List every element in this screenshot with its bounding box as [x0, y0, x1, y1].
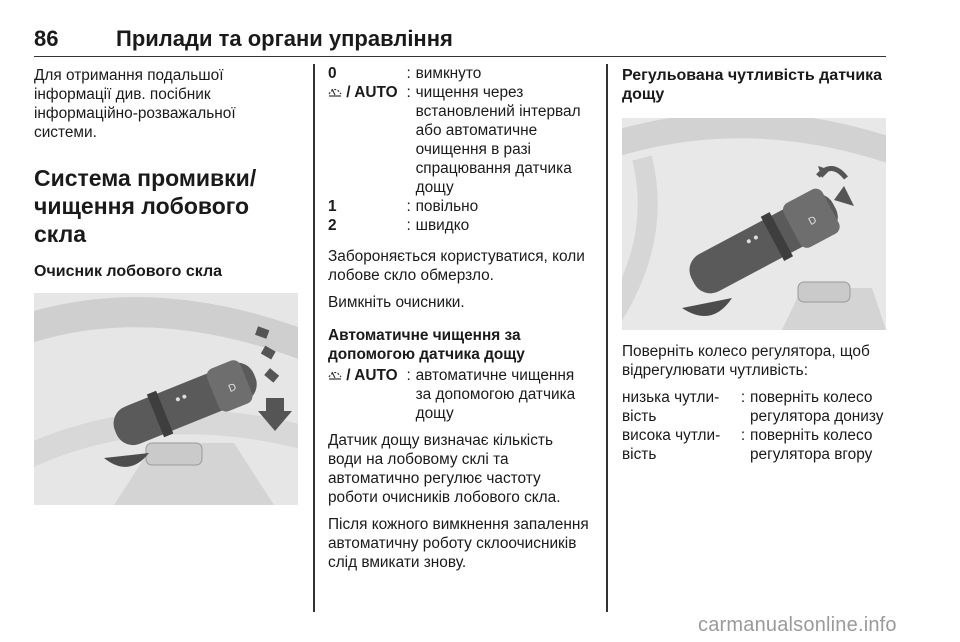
sensitivity-key: низька чутли- вість	[622, 389, 720, 425]
page-header	[34, 26, 886, 57]
mode-key: / AUTO	[346, 367, 398, 384]
table-row: висока чутли- вість : поверніть колесо регулятора вгору	[622, 426, 886, 464]
table-row: / AUTO : автоматичне чищення за допомогою датчика дощу	[328, 366, 590, 423]
page-number: 86	[34, 26, 59, 51]
paragraph: Поверніть колесо регулятора, щоб відрегулювати чутливість:	[622, 343, 870, 379]
wiper-mode-table	[328, 64, 590, 235]
svg-text:D: D	[806, 214, 819, 229]
paragraph: Після кожного вимкнення запалення автоматичну роботу склоочисників слід вмикати знову.	[328, 516, 589, 571]
wiper-interval-icon	[328, 367, 342, 381]
sensitivity-wheel-illustration	[622, 118, 886, 330]
table-row: 1 : повільно	[328, 197, 590, 216]
column-middle	[328, 64, 590, 580]
auto-mode-table	[328, 366, 590, 423]
mode-key: 1	[328, 198, 337, 215]
mode-desc: автоматичне чищення за допомогою датчика дощу	[415, 367, 576, 422]
mode-key: 2	[328, 217, 337, 234]
watermark: carmanualsonline.info	[698, 614, 897, 636]
page-title: Прилади та органи управління	[116, 26, 453, 51]
column-right	[622, 64, 886, 464]
auto-heading: Автоматичне чищення за допомогою датчика дощу	[328, 327, 525, 363]
mode-key: 0	[328, 65, 337, 82]
mode-key: / AUTO	[346, 84, 398, 101]
table-row: 0 : вимкнуто	[328, 64, 590, 83]
paragraph: Датчик дощу визначає кількість води на лобовому склі та автоматично регулює частоту роботи очисників лобового скла.	[328, 432, 561, 506]
sensitivity-table	[622, 388, 886, 464]
column-divider-left	[313, 64, 315, 612]
sensitivity-desc: поверніть колесо регулятора донизу	[750, 389, 884, 425]
svg-text:D: D	[227, 381, 239, 396]
mode-desc: вимкнуто	[415, 65, 482, 82]
paragraph: Забороняється користуватися, коли лобове скло обмерзло.	[328, 248, 585, 284]
column-left	[34, 64, 298, 505]
section-title: Система промивки/ чищення лобового скла	[34, 165, 257, 247]
sensitivity-wheel-drawing	[622, 118, 886, 330]
paragraph: Вимкніть очисники.	[328, 294, 465, 311]
sensitivity-heading: Регульована чутливість датчика дощу	[622, 67, 883, 103]
table-row: низька чутли- вість : поверніть колесо регулятора донизу	[622, 388, 886, 426]
sensitivity-key: висока чутли- вість	[622, 427, 721, 463]
column-divider-right	[606, 64, 608, 612]
sensitivity-desc: поверніть колесо регулятора вгору	[750, 427, 873, 463]
wiper-interval-icon	[328, 84, 342, 98]
wiper-lever-illustration	[34, 293, 298, 505]
intro-text: Для отримання подальшої інформації див. посібник інформаційно-розважальної системи.	[34, 67, 236, 141]
table-row: 2 : швидко	[328, 216, 590, 235]
mode-desc: швидко	[415, 217, 470, 234]
wiper-lever-drawing	[34, 293, 298, 505]
mode-desc: чищення через встановлений інтервал або автоматичне очищення в разі спрацювання датчика дощу	[415, 84, 581, 196]
subsection-title: Очисник лобового скла	[34, 263, 223, 280]
table-row: / AUTO : чищення через встановлений інтервал або автоматичне очищення в разі спрацювання датчика дощу	[328, 83, 590, 197]
mode-desc: повільно	[415, 198, 479, 215]
